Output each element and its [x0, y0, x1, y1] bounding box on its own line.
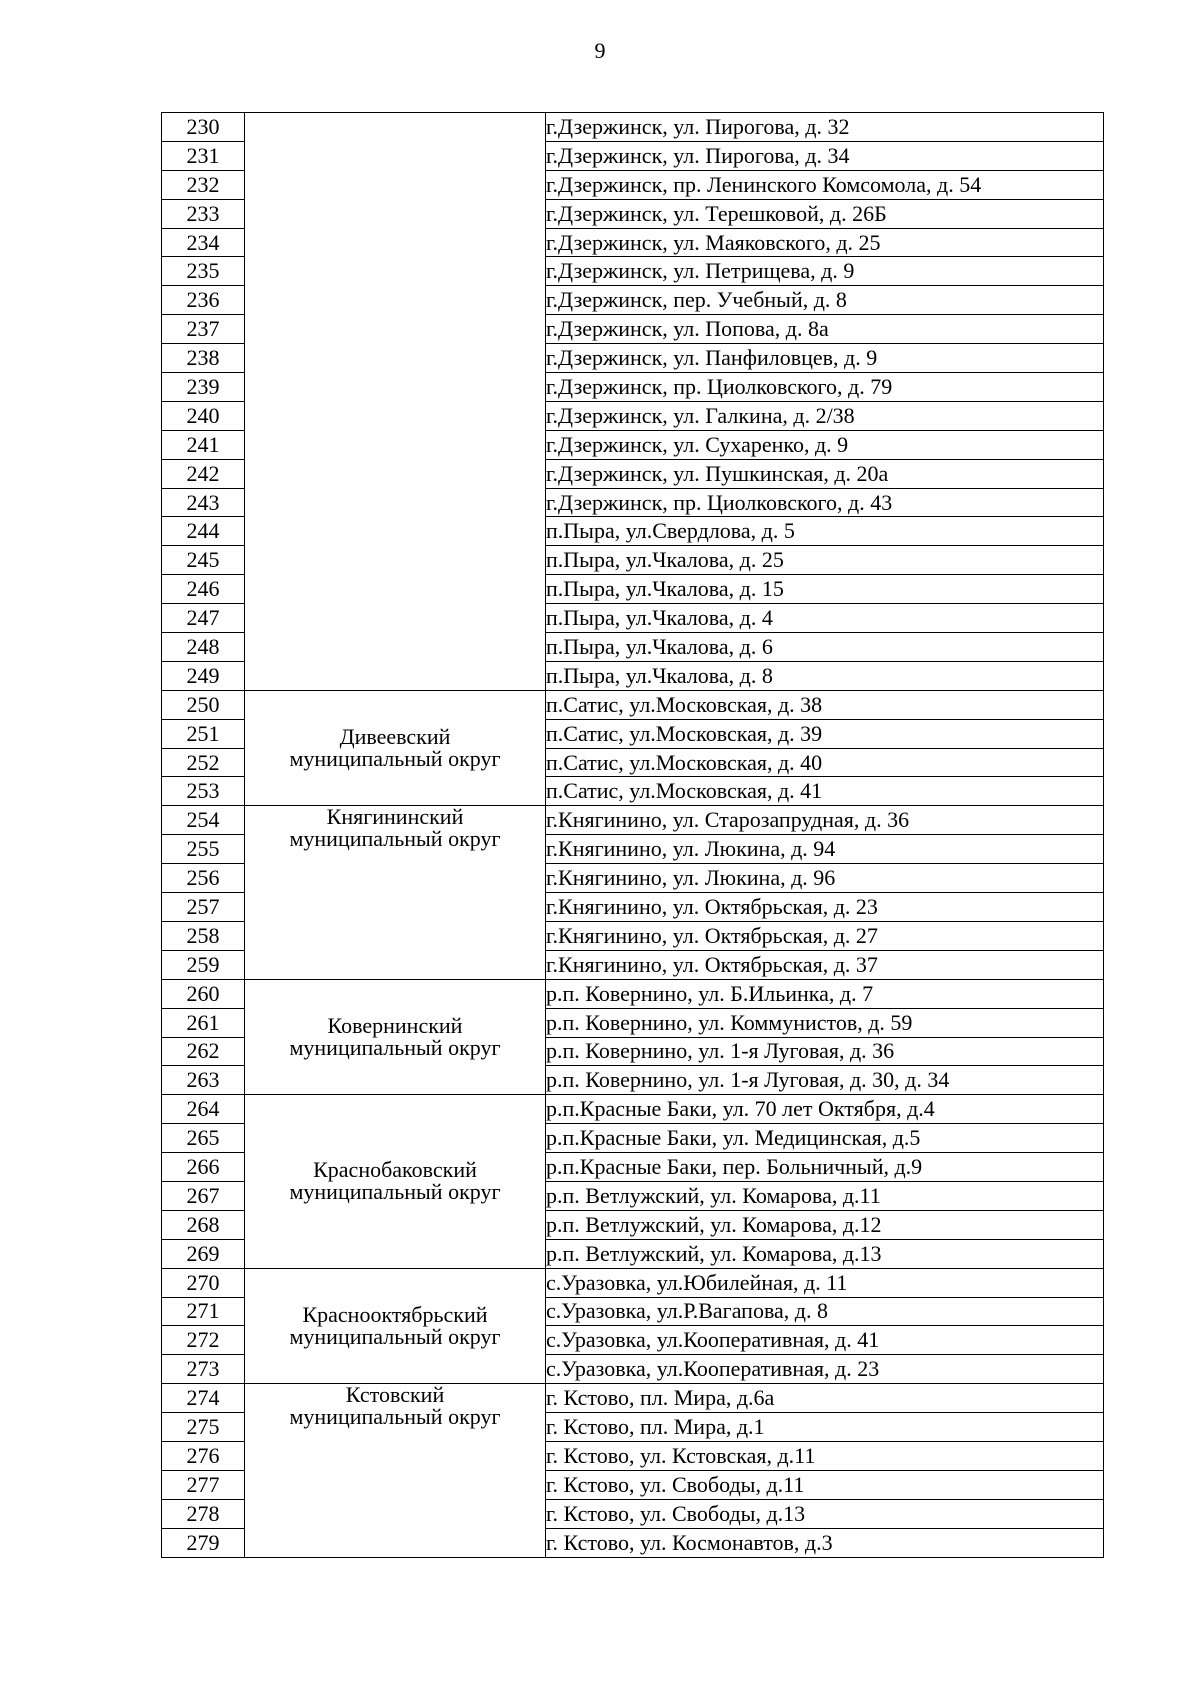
row-number-cell: 278	[162, 1499, 245, 1528]
row-number-cell: 262	[162, 1037, 245, 1066]
row-number-cell: 271	[162, 1297, 245, 1326]
row-number-cell: 264	[162, 1095, 245, 1124]
district-name: Ковернинский	[327, 1013, 463, 1038]
row-number-cell: 245	[162, 546, 245, 575]
row-number-cell: 237	[162, 315, 245, 344]
row-number-cell: 265	[162, 1124, 245, 1153]
address-cell: г.Дзержинск, ул. Сухаренко, д. 9	[546, 430, 1104, 459]
row-number-cell: 259	[162, 950, 245, 979]
district-name: Краснобаковский	[313, 1157, 477, 1183]
address-cell: с.Уразовка, ул.Р.Вагапова, д. 8	[546, 1297, 1104, 1326]
row-number-cell: 270	[162, 1268, 245, 1297]
address-cell: г. Кстово, ул. Свободы, д.11	[546, 1470, 1104, 1499]
address-cell: г. Кстово, пл. Мира, д.1	[546, 1413, 1104, 1442]
row-number-cell: 274	[162, 1384, 245, 1413]
row-number-cell: 249	[162, 661, 245, 690]
row-number-cell: 250	[162, 690, 245, 719]
district-type: муниципальный округ	[289, 1179, 501, 1205]
address-cell: г. Кстово, ул. Кстовская, д.11	[546, 1441, 1104, 1470]
address-cell: р.п.Красные Баки, пер. Больничный, д.9	[546, 1153, 1104, 1182]
address-cell: п.Пыра, ул.Чкалова, д. 4	[546, 604, 1104, 633]
address-cell: г. Кстово, ул. Свободы, д.13	[546, 1499, 1104, 1528]
address-cell: г.Дзержинск, ул. Петрищева, д. 9	[546, 257, 1104, 286]
address-cell: г.Дзержинск, ул. Пушкинская, д. 20а	[546, 459, 1104, 488]
page-number: 9	[594, 38, 606, 63]
row-number-cell: 239	[162, 373, 245, 402]
row-number-cell: 230	[162, 113, 245, 142]
district-name: Дивеевский	[339, 724, 451, 750]
row-number-cell: 248	[162, 633, 245, 662]
address-cell: п.Сатис, ул.Московская, д. 39	[546, 719, 1104, 748]
district-cell	[245, 806, 546, 979]
address-cell: р.п. Ветлужский, ул. Комарова, д.13	[546, 1239, 1104, 1268]
row-number-cell: 231	[162, 141, 245, 170]
row-number-cell: 238	[162, 344, 245, 373]
district-type: муниципальный округ	[289, 746, 501, 772]
address-cell: р.п.Красные Баки, ул. Медицинская, д.5	[546, 1124, 1104, 1153]
address-cell: г.Дзержинск, ул. Терешковой, д. 26Б	[546, 199, 1104, 228]
row-number-cell: 276	[162, 1441, 245, 1470]
table-row	[162, 1095, 1104, 1124]
row-number-cell: 251	[162, 719, 245, 748]
row-number-cell: 241	[162, 430, 245, 459]
address-table-body	[162, 113, 1104, 1558]
district-cell	[245, 1384, 546, 1557]
address-cell: г.Дзержинск, пер. Учебный, д. 8	[546, 286, 1104, 315]
address-cell: п.Пыра, ул.Чкалова, д. 8	[546, 661, 1104, 690]
table-row	[162, 690, 1104, 719]
district-name: Краснооктябрьский	[302, 1301, 488, 1327]
address-cell: с.Уразовка, ул.Кооперативная, д. 23	[546, 1355, 1104, 1384]
row-number-cell: 252	[162, 748, 245, 777]
row-number-cell: 279	[162, 1528, 245, 1557]
table-row	[162, 1384, 1104, 1413]
row-number-cell: 273	[162, 1355, 245, 1384]
address-cell: г. Кстово, пл. Мира, д.6а	[546, 1384, 1104, 1413]
address-cell: г. Кстово, ул. Космонавтов, д.3	[546, 1528, 1104, 1557]
row-number-cell: 255	[162, 835, 245, 864]
row-number-cell: 263	[162, 1066, 245, 1095]
address-cell: г.Дзержинск, пр. Циолковского, д. 43	[546, 488, 1104, 517]
address-cell: г.Дзержинск, пр. Циолковского, д. 79	[546, 373, 1104, 402]
row-number-cell: 269	[162, 1239, 245, 1268]
address-cell: п.Пыра, ул.Чкалова, д. 6	[546, 633, 1104, 662]
row-number-cell: 277	[162, 1470, 245, 1499]
address-cell: п.Сатис, ул.Московская, д. 38	[546, 690, 1104, 719]
district-type: муниципальный округ	[289, 826, 501, 852]
district-type: муниципальный округ	[289, 1404, 501, 1430]
row-number-cell: 232	[162, 170, 245, 199]
address-cell: г.Дзержинск, ул. Маяковского, д. 25	[546, 228, 1104, 257]
row-number-cell: 235	[162, 257, 245, 286]
row-number-cell: 244	[162, 517, 245, 546]
address-cell: с.Уразовка, ул.Кооперативная, д. 41	[546, 1326, 1104, 1355]
address-cell: р.п. Ковернино, ул. Коммунистов, д. 59	[546, 1008, 1104, 1037]
district-cell	[245, 1268, 546, 1384]
row-number-cell: 272	[162, 1326, 245, 1355]
table-row	[162, 979, 1104, 1008]
row-number-cell: 268	[162, 1210, 245, 1239]
row-number-cell: 267	[162, 1181, 245, 1210]
address-cell: г.Дзержинск, ул. Галкина, д. 2/38	[546, 401, 1104, 430]
row-number-cell: 247	[162, 604, 245, 633]
row-number-cell: 256	[162, 864, 245, 893]
address-table	[161, 112, 1104, 1558]
address-cell: р.п. Ковернино, ул. Б.Ильинка, д. 7	[546, 979, 1104, 1008]
row-number-cell: 266	[162, 1153, 245, 1182]
address-cell: г.Княгинино, ул. Октябрьская, д. 27	[546, 921, 1104, 950]
address-cell: г.Княгинино, ул. Люкина, д. 94	[546, 835, 1104, 864]
row-number-cell: 257	[162, 893, 245, 922]
address-cell: г.Княгинино, ул. Люкина, д. 96	[546, 864, 1104, 893]
row-number-cell: 236	[162, 286, 245, 315]
district-name: Кстовский	[345, 1383, 445, 1408]
district-name: Княгининский	[326, 805, 464, 830]
row-number-cell: 253	[162, 777, 245, 806]
row-number-cell: 275	[162, 1413, 245, 1442]
row-number-cell: 234	[162, 228, 245, 257]
address-cell: р.п.Красные Баки, ул. 70 лет Октября, д.4	[546, 1095, 1104, 1124]
address-cell: г.Дзержинск, пр. Ленинского Комсомола, д. 54	[546, 170, 1104, 199]
row-number-cell: 243	[162, 488, 245, 517]
row-number-cell: 261	[162, 1008, 245, 1037]
address-cell: р.п. Ветлужский, ул. Комарова, д.11	[546, 1181, 1104, 1210]
address-cell: р.п. Ковернино, ул. 1-я Луговая, д. 30, д. 34	[546, 1066, 1104, 1095]
address-cell: г.Княгинино, ул. Октябрьская, д. 23	[546, 893, 1104, 922]
table-row	[162, 1268, 1104, 1297]
row-number-cell: 254	[162, 806, 245, 835]
table-row	[162, 113, 1104, 142]
district-cell	[245, 690, 546, 806]
district-cell	[245, 979, 546, 1095]
row-number-cell: 233	[162, 199, 245, 228]
address-cell: г.Дзержинск, ул. Попова, д. 8а	[546, 315, 1104, 344]
address-cell: п.Пыра, ул.Свердлова, д. 5	[546, 517, 1104, 546]
address-cell: п.Сатис, ул.Московская, д. 40	[546, 748, 1104, 777]
district-type: муниципальный округ	[289, 1323, 501, 1349]
district-cell	[245, 113, 546, 691]
address-cell: р.п. Ковернино, ул. 1-я Луговая, д. 36	[546, 1037, 1104, 1066]
row-number-cell: 260	[162, 979, 245, 1008]
address-cell: с.Уразовка, ул.Юбилейная, д. 11	[546, 1268, 1104, 1297]
row-number-cell: 240	[162, 401, 245, 430]
address-cell: г.Княгинино, ул. Старозапрудная, д. 36	[546, 806, 1104, 835]
district-cell	[245, 1095, 546, 1268]
address-cell: г.Княгинино, ул. Октябрьская, д. 37	[546, 950, 1104, 979]
row-number-cell: 246	[162, 575, 245, 604]
address-cell: п.Пыра, ул.Чкалова, д. 15	[546, 575, 1104, 604]
row-number-cell: 242	[162, 459, 245, 488]
address-cell: п.Сатис, ул.Московская, д. 41	[546, 777, 1104, 806]
address-cell: г.Дзержинск, ул. Панфиловцев, д. 9	[546, 344, 1104, 373]
address-cell: р.п. Ветлужский, ул. Комарова, д.12	[546, 1210, 1104, 1239]
address-cell: г.Дзержинск, ул. Пирогова, д. 32	[546, 113, 1104, 142]
address-cell: п.Пыра, ул.Чкалова, д. 25	[546, 546, 1104, 575]
table-row	[162, 806, 1104, 835]
address-cell: г.Дзержинск, ул. Пирогова, д. 34	[546, 141, 1104, 170]
district-type: муниципальный округ	[289, 1035, 501, 1060]
row-number-cell: 258	[162, 921, 245, 950]
